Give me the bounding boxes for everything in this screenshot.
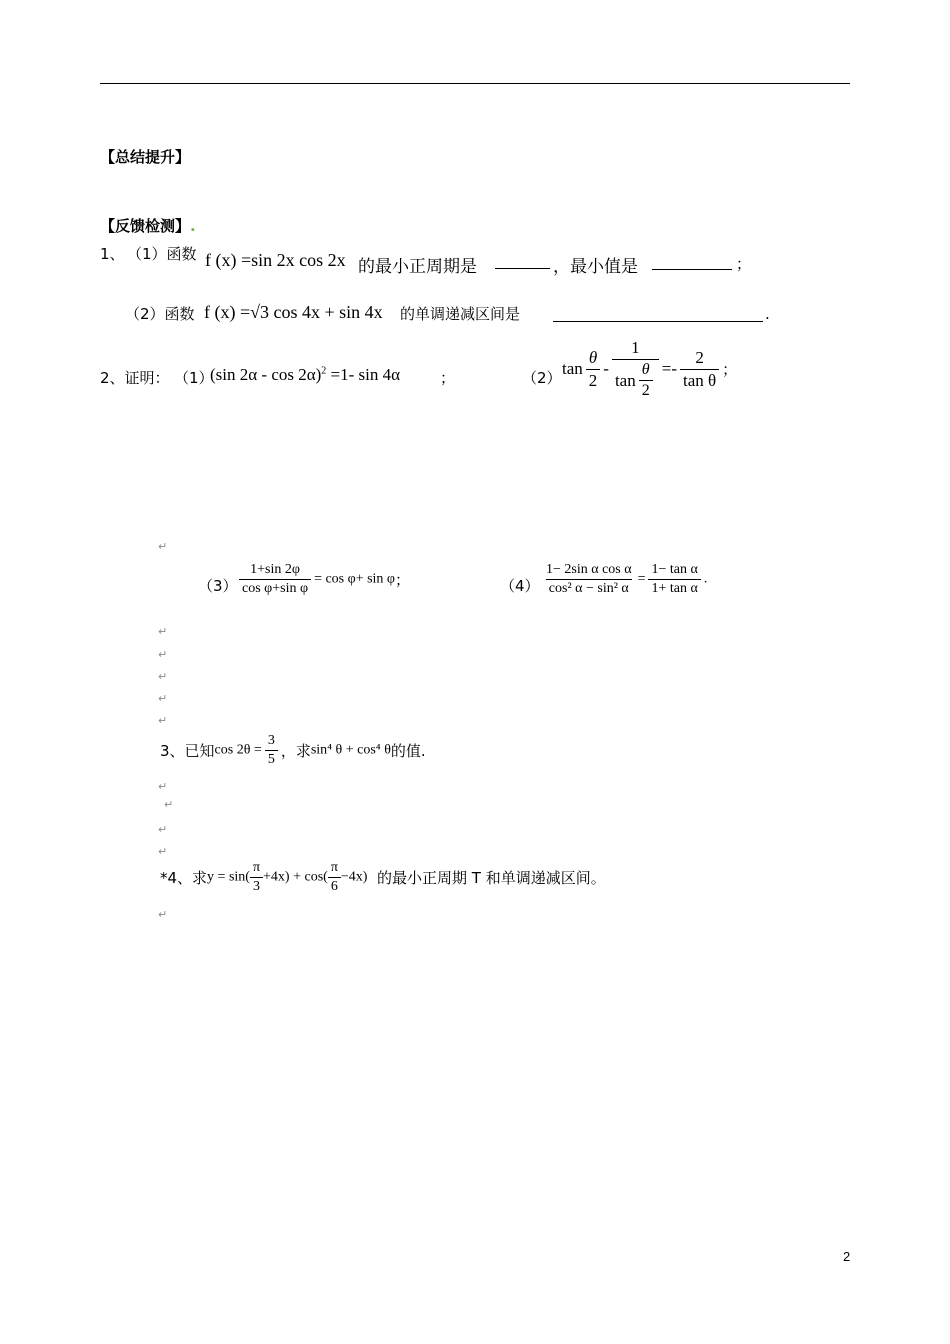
q2-p1-square: 2 (321, 365, 327, 377)
q1-part2-text: 的单调递减区间是 (400, 305, 521, 323)
q4-prefix: *4、求 (160, 869, 208, 887)
q2-p3-end: ； (395, 571, 411, 589)
paragraph-mark: ↵ (158, 908, 168, 921)
paragraph-mark: ↵ (158, 692, 168, 705)
q2-p3-label: （3） (198, 577, 238, 595)
q2-p1-end: ； (440, 369, 456, 387)
q1-part1-label: （1）函数 (127, 245, 197, 263)
q3-den: 5 (265, 750, 278, 768)
q2-p2-rhs (680, 348, 719, 391)
q2-p2-rhs-num: 2 (695, 347, 704, 367)
paragraph-mark: ↵ (158, 845, 168, 858)
q2-p2-tan: tan (562, 359, 583, 378)
feedback-title-text: 【反馈检测】 (100, 217, 191, 235)
q2-p2-den-theta: θ (641, 361, 650, 378)
q4-frac2 (328, 860, 341, 895)
header-rule (100, 83, 850, 84)
q2-p2-minus: - (603, 359, 609, 378)
section-summary-title: 【总结提升】 (100, 148, 191, 166)
q3-num: 3 (267, 733, 275, 748)
paragraph-mark: ↵ (158, 625, 168, 638)
paragraph-mark: ↵ (158, 823, 168, 836)
q2-p2-label: （2） (522, 369, 562, 387)
q2-p4-end: . (703, 571, 708, 587)
q1-part2-label: （2）函数 (125, 305, 195, 323)
q2-p3-num: 1+sin 2φ (250, 562, 300, 577)
q2-p2-eq: =- (661, 359, 677, 378)
q1-blank-interval[interactable] (553, 321, 763, 322)
q3-mid: ，求 (280, 742, 311, 760)
paragraph-mark: ↵ (164, 798, 174, 811)
paragraph-mark: ↵ (158, 540, 168, 553)
q1-part1-min-text: ，最小值是 (553, 257, 638, 277)
q2-p2-den-frac (639, 361, 653, 400)
q2-p4-den: cos² α − sin² α (546, 579, 632, 597)
q4-line (160, 860, 606, 895)
q2-prefix: 2、证明： (100, 369, 170, 387)
q4-pi1: π (252, 860, 261, 875)
q4-pi2: π (330, 860, 338, 875)
q4-d2: 6 (328, 877, 341, 895)
q2-p2-theta: θ (588, 347, 598, 367)
q2-p3-rhs: = cos φ+ sin φ (314, 571, 396, 587)
q2-p1-rhs: =1- sin 4α (330, 365, 401, 384)
paragraph-mark: ↵ (158, 648, 168, 661)
q2-p4-rden: 1+ tan α (648, 579, 700, 597)
q3-line (160, 733, 426, 768)
q2-p4-label: （4） (500, 577, 540, 595)
q4-d1: 3 (250, 877, 263, 895)
q2-p3-expression (236, 562, 410, 597)
q1-part2-expression: f (x) =√3 cos 4x + sin 4x (204, 302, 383, 322)
q2-p2-den-tan: tan (614, 370, 636, 390)
q3-suffix: 的值. (390, 742, 426, 760)
paragraph-mark: ↵ (158, 714, 168, 727)
q1-part1-end: ； (736, 255, 752, 273)
green-mark: . (190, 217, 196, 235)
q1-number: 1、 (100, 245, 125, 263)
q2-p2-den-two: 2 (639, 380, 653, 400)
q2-p1-expression (210, 365, 400, 385)
q4-expr-c: −4x) (340, 869, 368, 885)
q2-p2-one: 1 (631, 338, 640, 357)
q2-p2-two: 2 (586, 369, 601, 391)
q2-p1-label: （1） (174, 369, 214, 387)
q3-expr: cos 2θ = (214, 742, 262, 758)
q1-part2-end: . (765, 305, 770, 323)
q2-p4-lhs (543, 562, 635, 597)
q4-suffix: 的最小正周期 T 和单调递减区间。 (377, 869, 606, 887)
q2-p4-rnum: 1− tan α (651, 562, 698, 577)
q2-p3-fraction (239, 562, 311, 597)
q2-p1-lhs: (sin 2α - cos 2α) (210, 365, 322, 384)
q1-part1-expression: f (x) =sin 2x cos 2x (205, 250, 346, 270)
q2-p2-theta-half (586, 348, 601, 391)
section-feedback-title (100, 215, 196, 236)
q2-p4-num: 1− 2sin α cos α (546, 562, 632, 577)
q2-p4-rhs (648, 562, 700, 597)
q2-p2-rhs-den: tan θ (680, 369, 719, 391)
q1-blank-period[interactable] (495, 268, 550, 269)
q2-p2-end: ； (722, 360, 738, 379)
q1-part1-text: 的最小正周期是 (358, 257, 477, 277)
q2-p4-eq: = (637, 571, 646, 587)
q2-p2-reciprocal (612, 338, 659, 400)
q3-expr2: sin⁴ θ + cos⁴ θ (310, 742, 391, 758)
q3-prefix: 3、已知 (160, 742, 215, 760)
q2-p4-expression (540, 562, 707, 597)
page-number: 2 (843, 1249, 851, 1264)
q2-p2-expression (562, 338, 737, 400)
q4-expr-b: +4x) + cos( (263, 869, 328, 885)
q4-expr-a: y = sin( (207, 869, 250, 885)
paragraph-mark: ↵ (158, 780, 168, 793)
paragraph-mark: ↵ (158, 670, 168, 683)
q2-p3-den: cos φ+sin φ (239, 579, 311, 597)
q2-p2-den (612, 359, 659, 400)
q4-frac1 (250, 860, 263, 895)
q1-blank-min[interactable] (652, 269, 732, 270)
q3-fraction (265, 733, 278, 768)
